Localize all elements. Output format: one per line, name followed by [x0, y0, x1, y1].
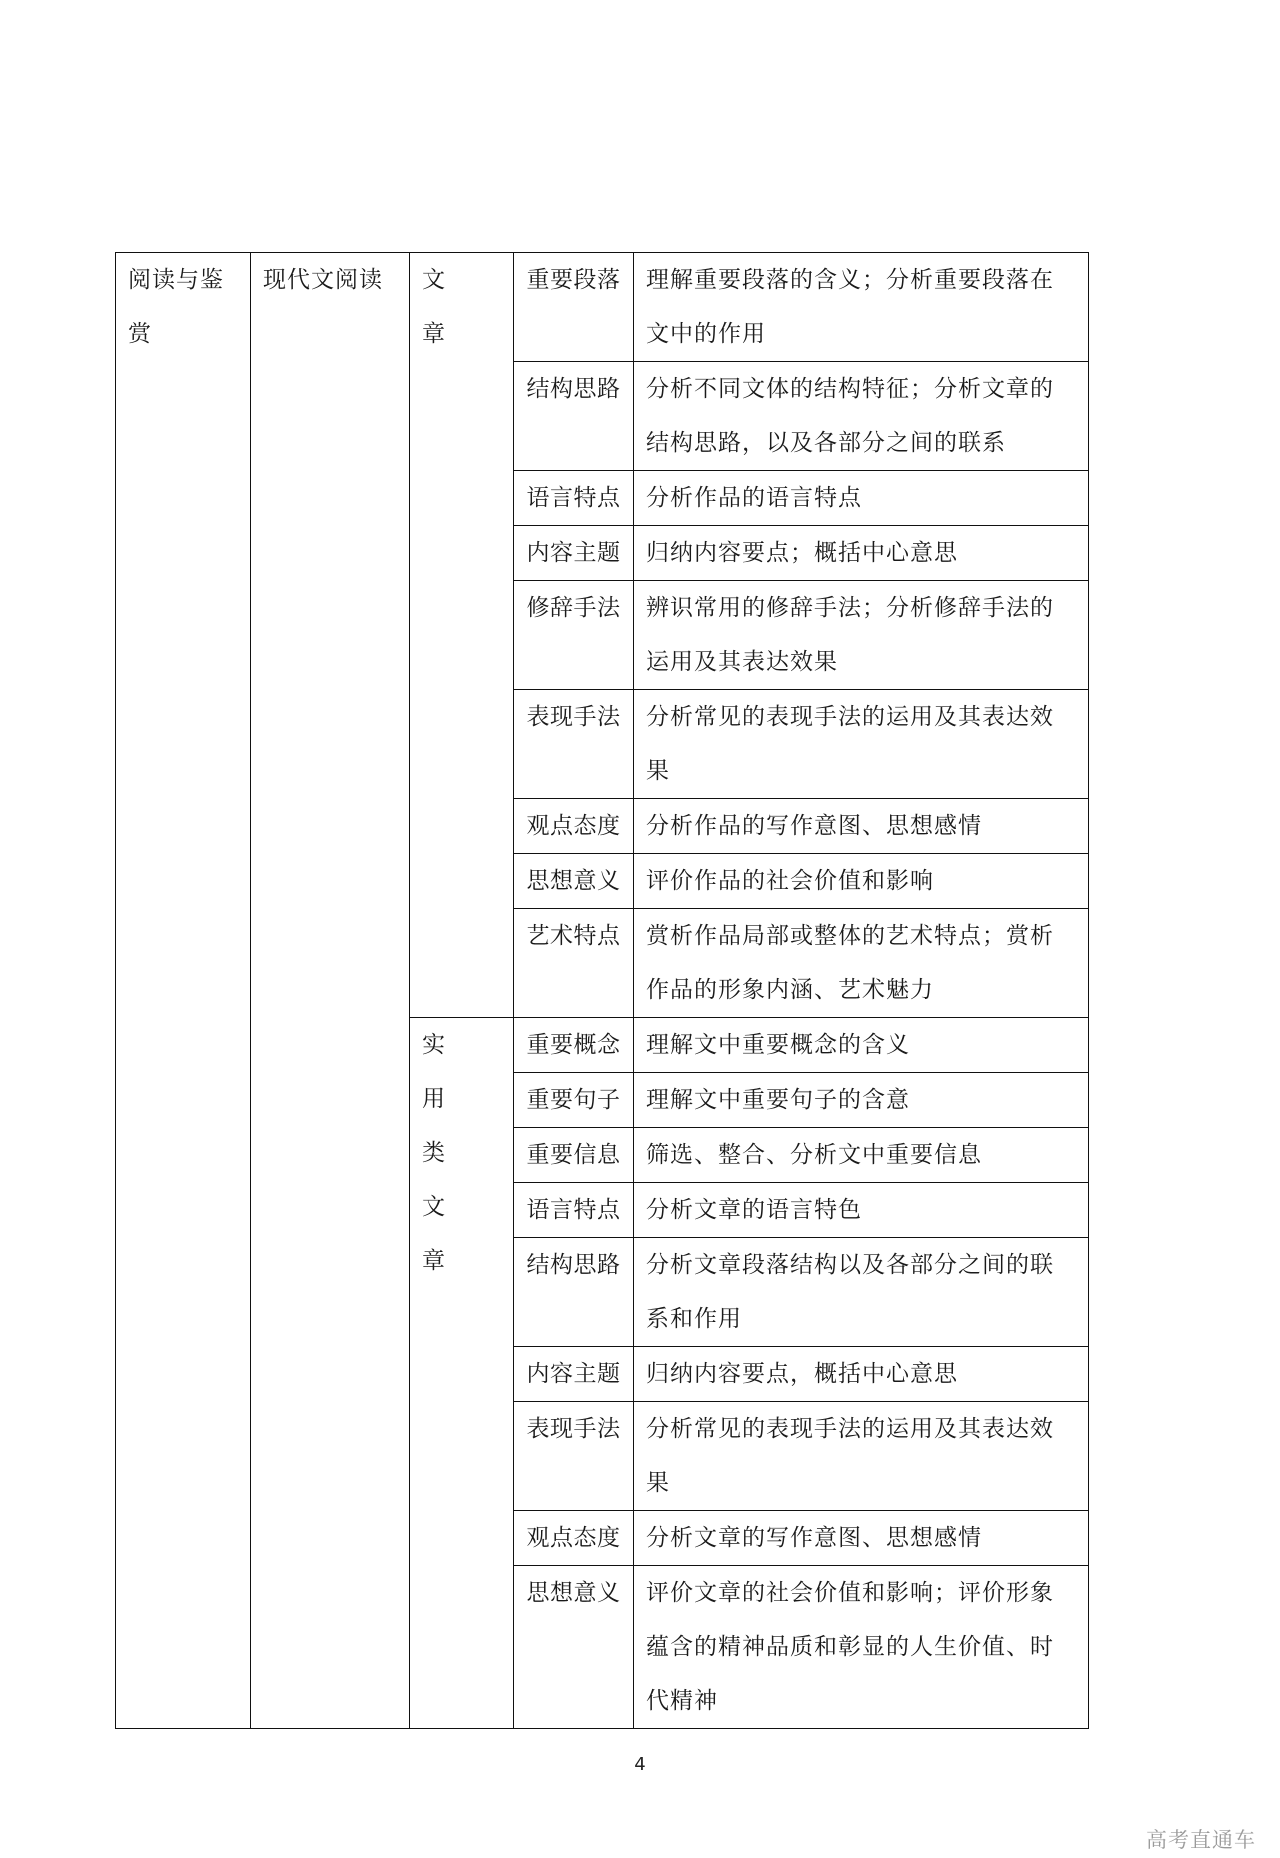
item-cell: 重要句子: [514, 1073, 634, 1128]
requirement-cell: 辨识常用的修辞手法；分析修辞手法的运用及其表达效果: [634, 581, 1089, 690]
table-row: [116, 253, 1089, 362]
page-number: 4: [634, 1754, 646, 1775]
item-cell: 表现手法: [514, 690, 634, 799]
requirement-cell: 归纳内容要点，概括中心意思: [634, 1347, 1089, 1402]
text-type-cell: [410, 253, 514, 1018]
item-cell: 艺术特点: [514, 909, 634, 1018]
item-cell: 思想意义: [514, 1566, 634, 1729]
requirement-cell: 分析常见的表现手法的运用及其表达效果: [634, 1402, 1089, 1511]
requirement-cell: 归纳内容要点；概括中心意思: [634, 526, 1089, 581]
requirement-cell: 筛选、整合、分析文中重要信息: [634, 1128, 1089, 1183]
item-cell: 语言特点: [514, 1183, 634, 1238]
item-cell: 重要信息: [514, 1128, 634, 1183]
syllabus-table: [115, 252, 1089, 1729]
area-cell: 阅读与鉴赏: [116, 253, 251, 1729]
item-cell: 内容主题: [514, 526, 634, 581]
requirement-cell: 分析作品的语言特点: [634, 471, 1089, 526]
module-cell: 现代文阅读: [251, 253, 410, 1729]
item-cell: 观点态度: [514, 1511, 634, 1566]
requirement-cell: 分析不同文体的结构特征；分析文章的结构思路，以及各部分之间的联系: [634, 362, 1089, 471]
item-cell: 内容主题: [514, 1347, 634, 1402]
text-type-label: 实用类文章: [422, 1032, 446, 1274]
requirement-cell: 赏析作品局部或整体的艺术特点；赏析作品的形象内涵、艺术魅力: [634, 909, 1089, 1018]
requirement-cell: 理解文中重要概念的含义: [634, 1018, 1089, 1073]
requirement-cell: 分析文章段落结构以及各部分之间的联系和作用: [634, 1238, 1089, 1347]
watermark: 高考直通车: [1146, 1828, 1256, 1852]
text-type-label: 文章: [422, 267, 446, 347]
requirement-cell: 理解重要段落的含义；分析重要段落在文中的作用: [634, 253, 1089, 362]
requirement-cell: 分析作品的写作意图、思想感情: [634, 799, 1089, 854]
item-cell: 重要概念: [514, 1018, 634, 1073]
item-cell: 语言特点: [514, 471, 634, 526]
requirement-cell: 分析文章的写作意图、思想感情: [634, 1511, 1089, 1566]
requirement-cell: 分析文章的语言特色: [634, 1183, 1089, 1238]
requirement-cell: 评价文章的社会价值和影响；评价形象蕴含的精神品质和彰显的人生价值、时代精神: [634, 1566, 1089, 1729]
item-cell: 观点态度: [514, 799, 634, 854]
item-cell: 重要段落: [514, 253, 634, 362]
requirement-cell: 理解文中重要句子的含意: [634, 1073, 1089, 1128]
item-cell: 思想意义: [514, 854, 634, 909]
requirement-cell: 分析常见的表现手法的运用及其表达效果: [634, 690, 1089, 799]
item-cell: 结构思路: [514, 362, 634, 471]
item-cell: 结构思路: [514, 1238, 634, 1347]
syllabus-table-body: [116, 253, 1089, 1729]
requirement-cell: 评价作品的社会价值和影响: [634, 854, 1089, 909]
item-cell: 修辞手法: [514, 581, 634, 690]
item-cell: 表现手法: [514, 1402, 634, 1511]
text-type-cell: [410, 1018, 514, 1729]
